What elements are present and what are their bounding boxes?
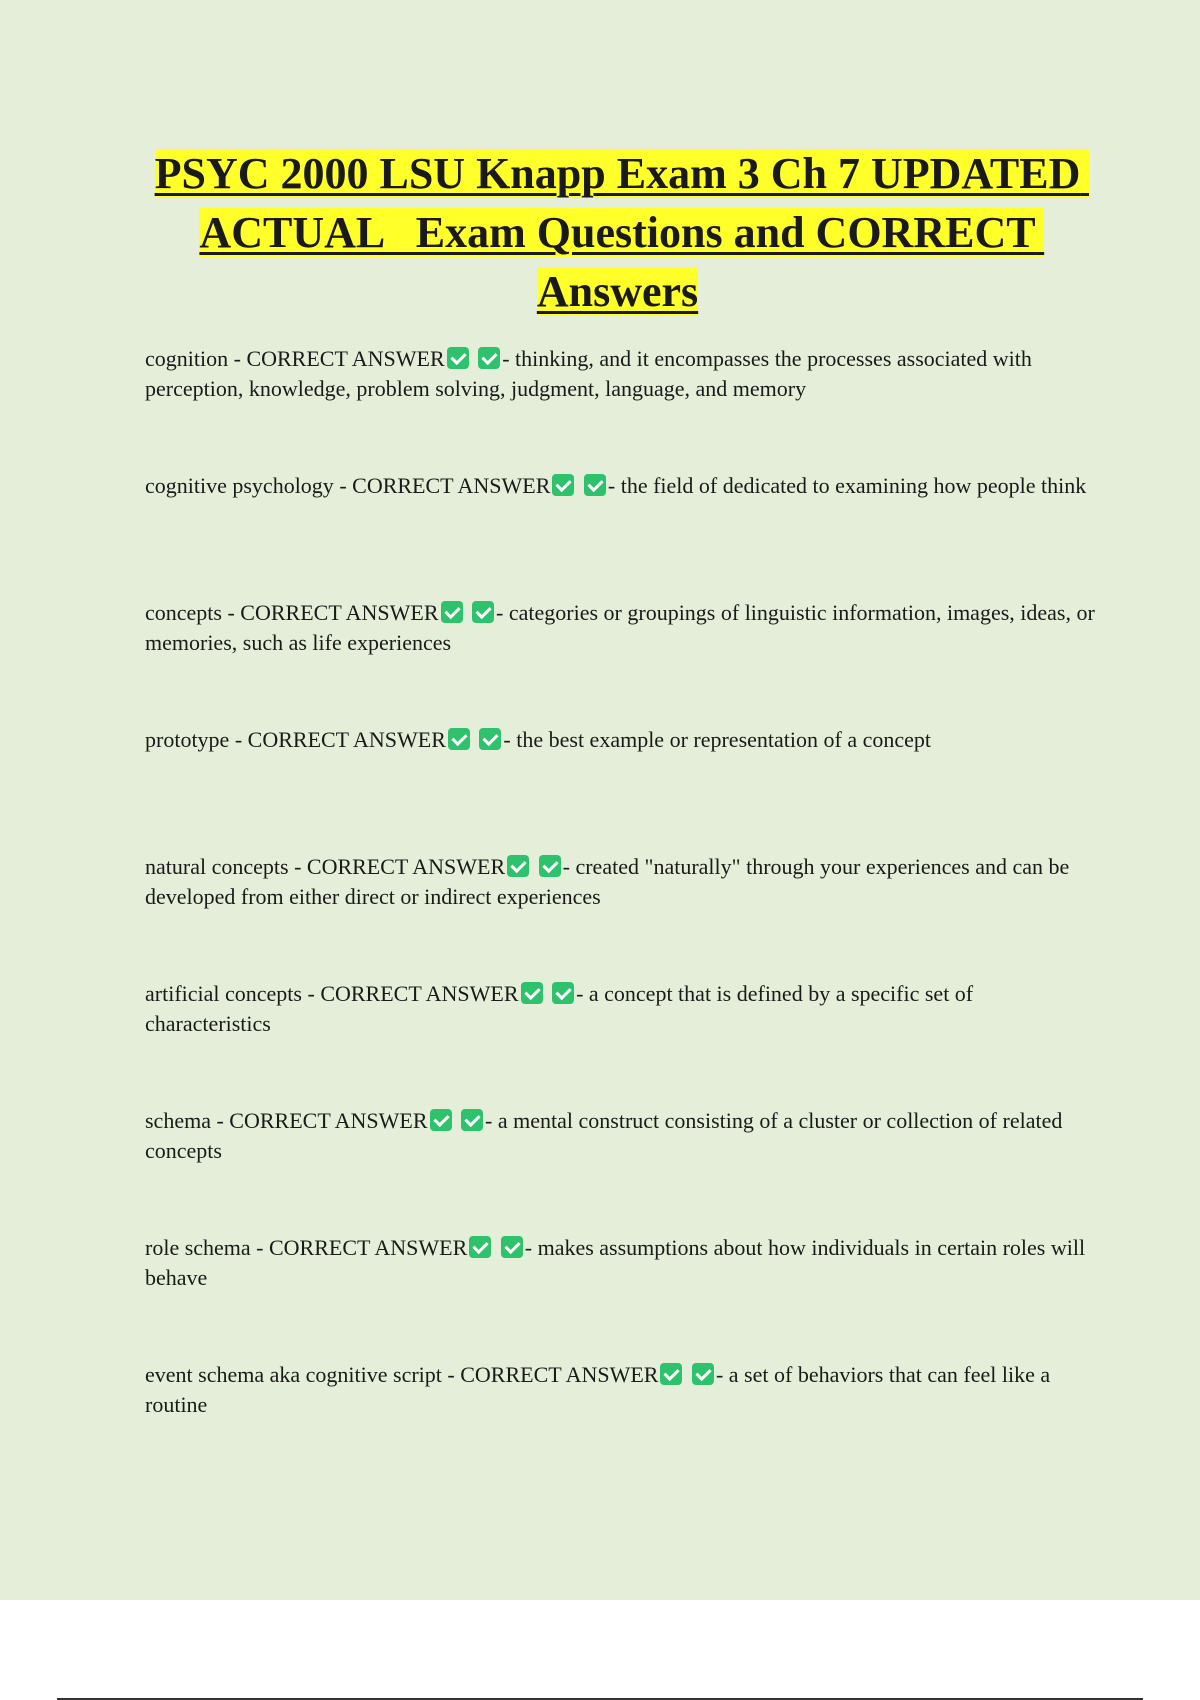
check-icon: [478, 347, 500, 369]
check-icon: [501, 1236, 523, 1258]
entry-answer-marker: CORRECT ANSWER: [246, 346, 445, 371]
qa-entry-cognition: cognition - CORRECT ANSWER - thinking, and it encompasses the processes associated with perception, knowledge, problem solving, judgment, language, and memory: [145, 346, 1032, 401]
check-icon: [539, 855, 561, 877]
qa-list: [145, 344, 1095, 1487]
entry-answer-marker: CORRECT ANSWER: [269, 1235, 468, 1260]
document-title-text: PSYC 2000 LSU Knapp Exam 3 Ch 7 UPDATED ACTUAL Exam Questions and CORRECT Answers: [154, 149, 1089, 316]
entry-term: role schema: [145, 1235, 251, 1260]
entry-term: artificial concepts: [145, 981, 302, 1006]
check-icon: [660, 1363, 682, 1385]
document-title: [120, 144, 1115, 321]
qa-entry-concepts: concepts - CORRECT ANSWER - categories or groupings of linguistic information, images, ideas, or memories, such as life experiences: [145, 600, 1095, 655]
entry-term: cognition: [145, 346, 229, 371]
qa-entry-artificial-concepts: artificial concepts - CORRECT ANSWER - a concept that is defined by a specific set of characteristics: [145, 981, 974, 1036]
entry-answer-marker: CORRECT ANSWER: [352, 473, 551, 498]
check-icon: [472, 601, 494, 623]
entry-definition: thinking, and it encompasses the processes associated with perception, knowledge, problem solving, judgment, language, and memory: [145, 346, 1032, 401]
entry-definition: the field of dedicated to examining how people think: [620, 473, 1087, 498]
entry-definition: a concept that is defined by a specific set of characteristics: [145, 981, 974, 1036]
check-icon: [479, 728, 501, 750]
check-icon: [584, 474, 606, 496]
check-icon: [461, 1109, 483, 1131]
entry-answer-marker: CORRECT ANSWER: [460, 1362, 659, 1387]
check-icon: [448, 728, 470, 750]
check-icon: [430, 1109, 452, 1131]
qa-entry-event-schema: event schema aka cognitive script - CORRECT ANSWER - a set of behaviors that can feel like a routine: [145, 1362, 1051, 1417]
qa-entry-cognitive-psychology: cognitive psychology - CORRECT ANSWER - the field of dedicated to examining how people think: [145, 473, 1087, 498]
entry-term: natural concepts: [145, 854, 289, 879]
entry-definition: created "naturally" through your experiences and can be developed from either direct or indirect experiences: [145, 854, 1070, 909]
entry-definition: makes assumptions about how individuals in certain roles will behave: [145, 1235, 1086, 1290]
entry-answer-marker: CORRECT ANSWER: [306, 854, 506, 879]
check-icon: [552, 474, 574, 496]
entry-term: prototype: [145, 727, 230, 752]
entry-definition: a set of behaviors that can feel like a routine: [145, 1362, 1051, 1417]
qa-entry-prototype: prototype - CORRECT ANSWER - the best example or representation of a concept: [145, 727, 932, 752]
entry-term: schema: [145, 1108, 211, 1133]
entry-definition: a mental construct consisting of a cluster or collection of related concepts: [145, 1108, 1063, 1163]
check-icon: [692, 1363, 714, 1385]
qa-entry-schema: schema - CORRECT ANSWER - a mental construct consisting of a cluster or collection of related concepts: [145, 1108, 1063, 1163]
entry-answer-marker: CORRECT ANSWER: [240, 600, 439, 625]
entry-term: cognitive psychology: [145, 473, 334, 498]
entry-answer-marker: CORRECT ANSWER: [320, 981, 519, 1006]
check-icon: [441, 601, 463, 623]
check-icon: [469, 1236, 491, 1258]
check-icon: [552, 982, 574, 1004]
check-icon: [447, 347, 469, 369]
entry-definition: categories or groupings of linguistic information, images, ideas, or memories, such as life experiences: [145, 600, 1095, 655]
entry-answer-marker: CORRECT ANSWER: [229, 1108, 428, 1133]
entry-answer-marker: CORRECT ANSWER: [247, 727, 446, 752]
check-icon: [507, 855, 529, 877]
entry-term: event schema aka cognitive script: [145, 1362, 442, 1387]
qa-entry-natural-concepts: natural concepts - CORRECT ANSWER - created "naturally" through your experiences and can be developed from either direct or indirect experiences: [145, 854, 1070, 909]
entry-term: concepts: [145, 600, 222, 625]
check-icon: [521, 982, 543, 1004]
qa-entry-role-schema: role schema - CORRECT ANSWER - makes assumptions about how individuals in certain roles will behave: [145, 1235, 1086, 1290]
entry-definition: the best example or representation of a concept: [516, 727, 932, 752]
